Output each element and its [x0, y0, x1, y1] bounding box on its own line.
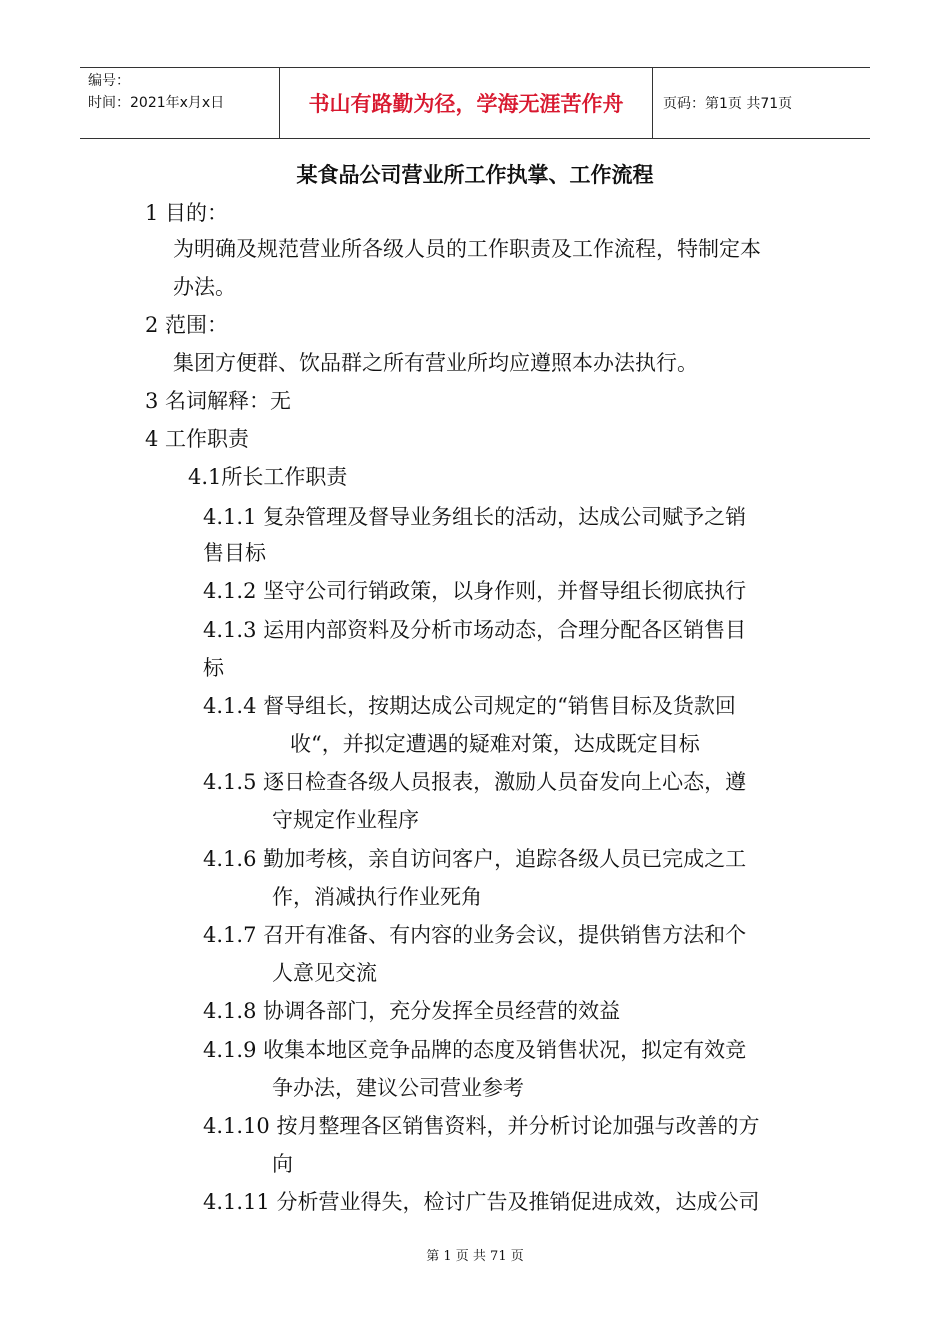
doc-number-label: 编号：	[88, 73, 130, 89]
list-item: 4.1.8 协调各部门，充分发挥全员经营的效益	[203, 999, 621, 1023]
list-item-cont: 向	[272, 1152, 293, 1176]
list-item: 4.1.7 召开有准备、有内容的业务会议，提供销售方法和个	[203, 923, 747, 947]
list-item: 4.1.5 逐日检查各级人员报表，激励人员奋发向上心态，遵	[203, 770, 747, 794]
section-heading-2: 2 范围：	[145, 313, 229, 337]
document-title: 某食品公司营业所工作执掌、工作流程	[296, 162, 654, 187]
list-item: 4.1.4 督导组长，按期达成公司规定的“销售目标及货款回	[203, 694, 736, 718]
section-heading-3: 3 名词解释：无	[145, 389, 292, 413]
list-item-cont: 争办法，建议公司营业参考	[272, 1076, 524, 1100]
subsection-heading: 4.1所长工作职责	[188, 465, 348, 489]
body-line: 集团方便群、饮品群之所有营业所均应遵照本办法执行。	[173, 351, 698, 375]
list-item: 4.1.11 分析营业得失，检讨广告及推销促进成效，达成公司	[203, 1190, 760, 1214]
doc-time: 时间：2021年x月x日	[88, 95, 225, 111]
body-line: 办法。	[173, 275, 236, 299]
list-item-cont: 标	[203, 656, 224, 680]
list-item-cont: 售目标	[203, 541, 266, 565]
list-item-cont: 人意见交流	[272, 961, 377, 985]
page-header	[80, 67, 870, 139]
list-item: 4.1.10 按月整理各区销售资料，并分析讨论加强与改善的方	[203, 1114, 760, 1138]
section-heading-1: 1 目的：	[145, 201, 229, 225]
list-item: 4.1.9 收集本地区竞争品牌的态度及销售状况，拟定有效竞	[203, 1038, 747, 1062]
header-page-info: 页码：第1页 共71页	[663, 96, 793, 112]
section-heading-4: 4 工作职责	[145, 427, 250, 451]
list-item: 4.1.3 运用内部资料及分析市场动态，合理分配各区销售目	[203, 618, 747, 642]
page-footer: 第 1 页 共 71 页	[426, 1249, 524, 1264]
body-line: 为明确及规范营业所各级人员的工作职责及工作流程，特制定本	[173, 237, 761, 261]
list-item: 4.1.1 复杂管理及督导业务组长的活动，达成公司赋予之销	[203, 505, 747, 529]
list-item-cont: 收“，并拟定遭遇的疑难对策，达成既定目标	[290, 732, 700, 756]
header-meta	[80, 68, 280, 138]
list-item-cont: 守规定作业程序	[272, 808, 419, 832]
list-item-cont: 作，消减执行作业死角	[272, 885, 482, 909]
list-item: 4.1.6 勤加考核，亲自访问客户，追踪各级人员已完成之工	[203, 847, 747, 871]
list-item: 4.1.2 坚守公司行销政策，以身作则，并督导组长彻底执行	[203, 579, 747, 603]
header-motto: 书山有路勤为径，学海无涯苦作舟	[280, 68, 653, 138]
